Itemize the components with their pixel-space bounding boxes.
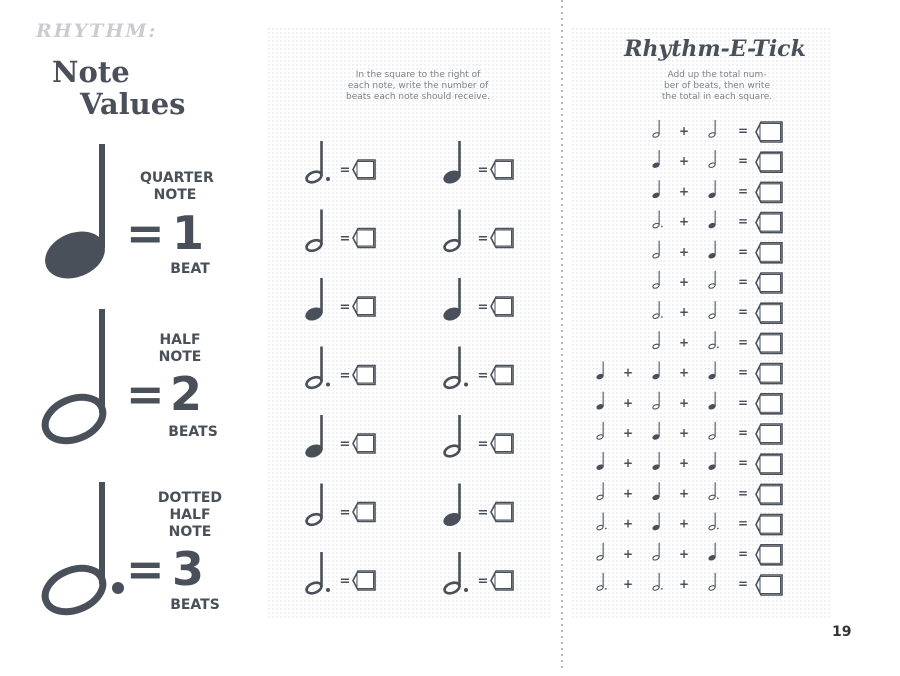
half-note-icon bbox=[596, 422, 604, 440]
equals-sign: = bbox=[737, 426, 749, 440]
exercise2-grid bbox=[580, 115, 800, 600]
plus-sign: + bbox=[622, 426, 634, 440]
exercise2-title: Rhythm-E-Tick bbox=[624, 36, 806, 62]
answer-box-icon[interactable] bbox=[353, 229, 375, 248]
dotted-half-note-icon bbox=[443, 347, 468, 390]
equals-sign: = bbox=[477, 231, 489, 247]
page-title-line2: Values bbox=[80, 87, 186, 121]
legend-equals-dotted-half: = bbox=[126, 542, 165, 596]
half-note-icon bbox=[652, 241, 660, 259]
exercise1-instructions: In the square to the right of each note, write the number of beats each note should receive. bbox=[346, 70, 490, 102]
plus-sign: + bbox=[622, 486, 634, 501]
quarter-note-icon bbox=[441, 278, 462, 323]
equals-sign: = bbox=[477, 163, 489, 178]
plus-sign: + bbox=[678, 124, 690, 138]
answer-box-icon[interactable] bbox=[756, 243, 782, 263]
half-note-icon bbox=[305, 210, 323, 253]
quarter-note-icon bbox=[596, 392, 605, 411]
answer-box-icon[interactable] bbox=[756, 424, 782, 444]
quarter-note-icon bbox=[596, 452, 605, 471]
equals-sign: = bbox=[737, 124, 749, 138]
exercise1-grid bbox=[290, 120, 550, 620]
equals-sign: = bbox=[477, 368, 489, 384]
answer-box-icon[interactable] bbox=[756, 273, 782, 293]
quarter-note-icon bbox=[708, 452, 717, 471]
plus-sign: + bbox=[622, 546, 634, 561]
dotted-half-note-icon bbox=[305, 552, 330, 595]
answer-box-icon[interactable] bbox=[491, 571, 513, 590]
section-label: RHYTHM: bbox=[36, 20, 158, 42]
plus-sign: + bbox=[622, 395, 634, 410]
equals-sign: = bbox=[737, 577, 749, 591]
half-note-icon bbox=[443, 210, 461, 253]
answer-box-icon[interactable] bbox=[756, 122, 782, 142]
equals-sign: = bbox=[339, 231, 351, 247]
half-note-icon bbox=[305, 484, 323, 527]
half-note-icon bbox=[596, 543, 604, 561]
equals-sign: = bbox=[737, 395, 749, 410]
plus-sign: + bbox=[678, 395, 690, 410]
legend-unit-half: BEATS bbox=[168, 424, 218, 440]
equals-sign: = bbox=[339, 574, 351, 589]
equals-sign: = bbox=[477, 437, 489, 452]
plus-sign: + bbox=[678, 335, 690, 350]
answer-box-icon[interactable] bbox=[756, 394, 782, 414]
page-number: 19 bbox=[832, 624, 852, 640]
quarter-note-icon bbox=[708, 543, 717, 562]
equals-sign: = bbox=[737, 214, 749, 229]
answer-box-icon[interactable] bbox=[756, 303, 782, 323]
answer-box-icon[interactable] bbox=[756, 152, 782, 172]
answer-box-icon[interactable] bbox=[353, 366, 375, 385]
quarter-note-icon bbox=[708, 241, 717, 260]
perforated-divider bbox=[561, 0, 563, 672]
answer-box-icon[interactable] bbox=[491, 434, 513, 453]
legend-number-half: 2 bbox=[170, 367, 203, 421]
answer-box-icon[interactable] bbox=[756, 333, 782, 353]
plus-sign: + bbox=[622, 516, 634, 531]
legend-equals-half: = bbox=[126, 367, 165, 421]
equals-sign: = bbox=[737, 365, 749, 380]
equals-sign: = bbox=[477, 300, 489, 315]
equals-sign: = bbox=[737, 516, 749, 531]
quarter-note-icon bbox=[652, 482, 661, 501]
quarter-note-icon bbox=[652, 452, 661, 471]
half-note-icon bbox=[708, 301, 716, 319]
quarter-note-icon bbox=[708, 180, 717, 199]
answer-box-icon[interactable] bbox=[491, 297, 513, 316]
equals-sign: = bbox=[477, 574, 489, 589]
quarter-note-icon bbox=[708, 361, 717, 380]
quarter-note-icon bbox=[652, 150, 661, 169]
equals-sign: = bbox=[339, 368, 351, 384]
plus-sign: + bbox=[622, 456, 634, 471]
answer-box-icon[interactable] bbox=[353, 160, 375, 179]
page-title-line1: Note bbox=[52, 55, 130, 89]
answer-box-icon[interactable] bbox=[756, 575, 782, 595]
plus-sign: + bbox=[622, 365, 634, 380]
equals-sign: = bbox=[737, 486, 749, 501]
equals-sign: = bbox=[737, 244, 749, 259]
quarter-note-icon bbox=[596, 361, 605, 380]
answer-box-icon[interactable] bbox=[353, 571, 375, 590]
plus-sign: + bbox=[678, 426, 690, 440]
quarter-note-icon bbox=[303, 415, 324, 460]
quarter-note-icon bbox=[652, 180, 661, 199]
answer-box-icon[interactable] bbox=[353, 434, 375, 453]
legend-equals-quarter: = bbox=[126, 206, 165, 260]
plus-sign: + bbox=[678, 456, 690, 471]
plus-sign: + bbox=[678, 577, 690, 591]
answer-box-icon[interactable] bbox=[756, 515, 782, 535]
dotted-half-note-icon bbox=[652, 573, 663, 591]
legend-unit-dotted-half: BEATS bbox=[170, 597, 220, 613]
equals-sign: = bbox=[339, 163, 351, 178]
legend-name-quarter: QUARTER NOTE bbox=[140, 170, 214, 203]
plus-sign: + bbox=[678, 305, 690, 320]
answer-box-icon[interactable] bbox=[353, 297, 375, 316]
dotted-half-note-icon bbox=[443, 552, 468, 595]
answer-box-icon[interactable] bbox=[491, 160, 513, 179]
answer-box-icon[interactable] bbox=[756, 484, 782, 504]
answer-box-icon[interactable] bbox=[756, 182, 782, 202]
legend-number-dotted-half: 3 bbox=[172, 542, 205, 596]
dotted-half-note-icon bbox=[652, 301, 663, 319]
answer-box-icon[interactable] bbox=[756, 545, 782, 565]
plus-sign: + bbox=[678, 184, 690, 199]
answer-box-icon[interactable] bbox=[491, 229, 513, 248]
plus-sign: + bbox=[678, 244, 690, 259]
legend-name-dotted-half: DOTTED HALF NOTE bbox=[157, 490, 223, 540]
dotted-half-note-icon bbox=[305, 141, 330, 184]
answer-box-icon[interactable] bbox=[491, 366, 513, 385]
answer-box-icon[interactable] bbox=[756, 454, 782, 474]
quarter-note-icon bbox=[441, 484, 462, 529]
dotted-half-note-icon bbox=[708, 512, 719, 530]
equals-sign: = bbox=[339, 505, 351, 521]
dotted-half-note-icon bbox=[38, 478, 130, 622]
plus-sign: + bbox=[678, 516, 690, 531]
dotted-half-note-icon bbox=[708, 482, 719, 500]
legend-number-quarter: 1 bbox=[172, 206, 205, 260]
plus-sign: + bbox=[678, 546, 690, 561]
half-note-icon bbox=[652, 120, 660, 138]
equals-sign: = bbox=[737, 184, 749, 199]
half-note-icon bbox=[708, 271, 716, 289]
answer-box-icon[interactable] bbox=[756, 364, 782, 384]
equals-sign: = bbox=[737, 546, 749, 561]
half-note-icon bbox=[652, 543, 660, 561]
half-note-icon bbox=[708, 120, 716, 138]
plus-sign: + bbox=[678, 154, 690, 169]
equals-sign: = bbox=[737, 335, 749, 350]
equals-sign: = bbox=[339, 437, 351, 452]
equals-sign: = bbox=[339, 300, 351, 315]
answer-box-icon[interactable] bbox=[491, 503, 513, 522]
half-note-icon bbox=[38, 305, 110, 451]
dotted-half-note-icon bbox=[305, 347, 330, 390]
exercise2-instructions: Add up the total num- ber of beats, then write the total in each square. bbox=[661, 70, 773, 102]
plus-sign: + bbox=[678, 486, 690, 501]
quarter-note-icon bbox=[303, 278, 324, 323]
dotted-half-note-icon bbox=[596, 512, 607, 530]
dotted-half-note-icon bbox=[708, 331, 719, 349]
legend-name-half: HALF NOTE bbox=[158, 332, 202, 365]
half-note-icon bbox=[652, 392, 660, 410]
equals-sign: = bbox=[737, 305, 749, 320]
equals-sign: = bbox=[737, 275, 749, 289]
half-note-icon bbox=[708, 573, 716, 591]
half-note-icon bbox=[652, 271, 660, 289]
half-note-icon bbox=[708, 150, 716, 168]
equals-sign: = bbox=[737, 456, 749, 471]
plus-sign: + bbox=[678, 275, 690, 289]
quarter-note-icon bbox=[652, 422, 661, 441]
plus-sign: + bbox=[622, 577, 634, 591]
answer-box-icon[interactable] bbox=[353, 503, 375, 522]
half-note-icon bbox=[443, 415, 461, 458]
half-note-icon bbox=[596, 482, 604, 500]
plus-sign: + bbox=[678, 214, 690, 229]
quarter-note-icon bbox=[40, 140, 110, 284]
answer-box-icon[interactable] bbox=[756, 213, 782, 233]
half-note-icon bbox=[652, 331, 660, 349]
half-note-icon bbox=[708, 422, 716, 440]
legend-unit-quarter: BEAT bbox=[170, 261, 210, 277]
dotted-half-note-icon bbox=[652, 210, 663, 228]
quarter-note-icon bbox=[441, 141, 462, 186]
equals-sign: = bbox=[737, 154, 749, 169]
plus-sign: + bbox=[678, 365, 690, 380]
dotted-half-note-icon bbox=[596, 573, 607, 591]
quarter-note-icon bbox=[708, 210, 717, 229]
quarter-note-icon bbox=[708, 392, 717, 411]
equals-sign: = bbox=[477, 505, 489, 521]
quarter-note-icon bbox=[652, 512, 661, 531]
quarter-note-icon bbox=[652, 361, 661, 380]
